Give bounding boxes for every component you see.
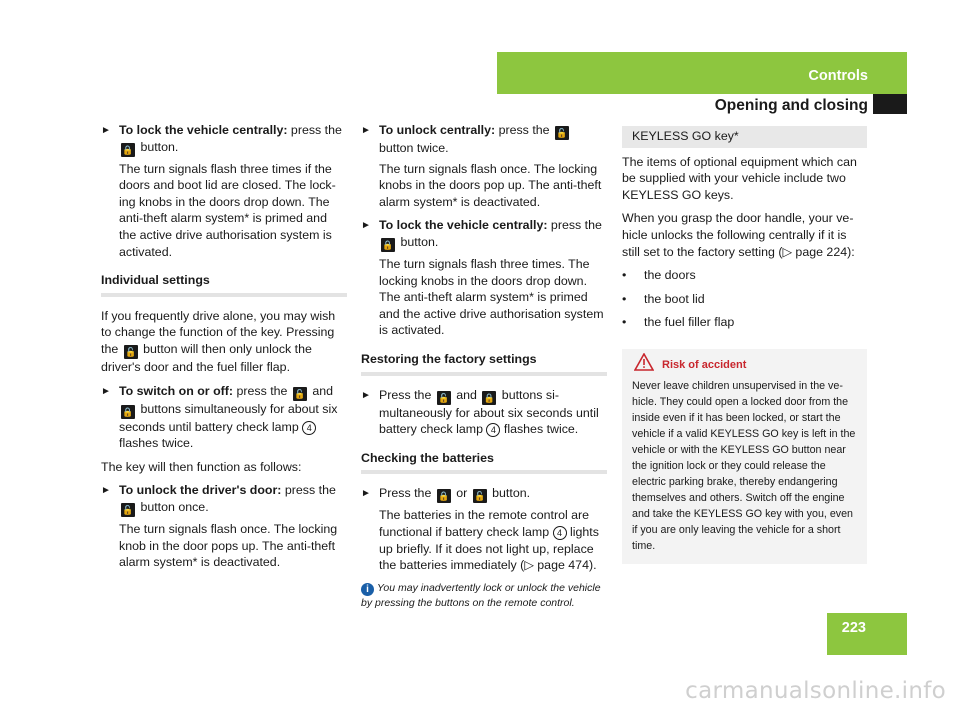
keyless-para-1: The items of optional equipment which can be supplied with your vehicle include two KEYLESS GO keys.: [622, 154, 857, 202]
step-text: [119, 122, 347, 157]
battery-lamp-number: 4: [553, 526, 567, 540]
step-text-part: flashes twice.: [119, 436, 194, 451]
para-text: If you frequently drive alone, you may wish to change the function of the key. Pressing the: [101, 308, 336, 356]
unlock-key-icon: 🔓: [125, 346, 137, 357]
step-unlock-drivers-door: [101, 482, 347, 570]
individual-para: [101, 308, 347, 376]
header-black-tab: [873, 94, 907, 114]
step-lead: To unlock the driver's door:: [119, 483, 282, 498]
arrow-icon: ►: [361, 220, 371, 232]
battery-lamp-number: 4: [302, 421, 316, 435]
watermark: carmanualsonline.info: [685, 678, 946, 704]
step-text: [379, 387, 607, 438]
step-text-part: button.: [397, 234, 439, 249]
step-lead: To lock the vehicle centrally:: [119, 123, 288, 137]
page-number-box: [827, 613, 907, 655]
step-lock-centrally-2: [361, 217, 607, 339]
lock-key-icon: 🔒: [483, 392, 495, 403]
heading-individual-settings: Individual settings: [101, 272, 347, 294]
lock-key-icon: 🔒: [382, 239, 394, 250]
arrow-icon: ►: [101, 485, 111, 497]
step-lead: To lock the vehicle centrally:: [379, 218, 548, 233]
step-detail: The turn signals flash once. The locking knob in the door pops up. The anti-theft alarm system* is deactivated.: [119, 521, 338, 570]
step-text: [379, 485, 607, 503]
info-icon: i: [361, 583, 374, 596]
info-note: [361, 581, 607, 610]
step-check-batteries: [361, 485, 607, 573]
column-right: [622, 126, 867, 564]
warning-title: Risk of accident: [662, 358, 747, 371]
unlock-key-icon: 🔓: [474, 491, 486, 502]
lock-key-icon: 🔒: [122, 144, 134, 155]
step-unlock-centrally: [361, 122, 607, 210]
column-middle: [361, 122, 607, 610]
lock-key-icon: 🔒: [122, 406, 134, 417]
step-text: [119, 383, 347, 452]
arrow-icon: ►: [101, 125, 111, 136]
step-switch-on-off: [101, 383, 347, 452]
unlock-key-icon: 🔓: [122, 504, 134, 515]
step-text-part: flashes twice.: [500, 422, 579, 437]
list-item: • the boot lid: [622, 291, 867, 308]
step-restore: [361, 387, 607, 438]
step-text-part: button twice.: [379, 141, 449, 155]
step-lead: To unlock centrally:: [379, 123, 496, 137]
step-text-part: and: [308, 383, 334, 398]
step-text: [119, 482, 347, 517]
unlock-items-list: [622, 267, 867, 331]
section-title: Controls: [808, 68, 868, 84]
step-text: [379, 217, 607, 252]
unlock-key-icon: 🔓: [556, 128, 568, 138]
step-detail: The turn signals flash three times if the doors and boot lid are closed. The locking knobs in the doors drop down. The anti-theft alarm system* is primed and the active drive authorisation system is activated.: [119, 161, 336, 259]
step-text-part: Press the: [379, 387, 435, 402]
step-lead: To switch on or off:: [119, 383, 234, 398]
step-text-part: press the: [233, 383, 291, 398]
warning-triangle-icon: [634, 353, 654, 371]
info-text: You may inadvertently lock or unlock the vehicle by pressing the buttons on the remote control.: [361, 581, 601, 609]
page-reference[interactable]: ▷ page 474).: [524, 558, 597, 573]
keyless-para-2: When you grasp the door handle, your vehicle unlocks the following centrally if it is still set to the factory setting (▷ page 224):: [622, 211, 855, 259]
step-text: [379, 122, 607, 157]
step-text-part: button.: [488, 486, 531, 501]
list-item: • the doors: [622, 267, 867, 284]
lock-key-icon: 🔒: [438, 491, 450, 502]
step-text-part: Press the: [379, 486, 435, 501]
step-text-part: buttons simultaneously for about six seconds until battery check lamp: [119, 401, 338, 434]
step-detail: The turn signals flash three times. The locking knobs in the doors drop down. The anti-theft alarm system* is primed and the active drive authorisation system is activated.: [379, 256, 604, 338]
keyless-go-heading: KEYLESS GO key*: [622, 126, 867, 148]
step-detail: [379, 507, 607, 573]
battery-lamp-number: 4: [486, 423, 500, 437]
step-lock-centrally: [101, 122, 347, 260]
step-detail: The turn signals flash once. The locking knobs in the doors pop up. The anti-theft alarm system* is deactivated.: [379, 161, 602, 209]
warning-heading: [662, 357, 859, 373]
function-para: The key will then function as follows:: [101, 459, 302, 474]
step-text-part: The batteries in the remote control are functional if battery check lamp: [379, 508, 590, 539]
step-text-part: press the: [281, 483, 336, 498]
step-text-part: and: [452, 387, 481, 402]
column-left: [101, 122, 347, 578]
unlock-key-icon: 🔓: [294, 388, 306, 399]
step-text-part: press the: [495, 123, 553, 137]
warning-text: Never leave children unsupervised in the vehicle. They could open a locked door from the inside even if it has been locked, or start the vehicle if a valid KEYLESS GO key is left in the vehicle or with the KEYLESS GO button near the ignition lock or they could release the electric parking brake, thereby endangering themselves and others. Switch off the engine and take the KEYLESS GO key with you, even if you are only leaving the vehicle for a short time.: [632, 379, 856, 552]
step-text-part: button once.: [137, 499, 209, 514]
arrow-icon: ►: [361, 125, 371, 136]
unlock-key-icon: 🔓: [438, 392, 450, 403]
warning-box: [622, 349, 867, 564]
heading-restoring-factory-settings: Restoring the factory settings: [361, 351, 607, 373]
para-text: button will then only unlock the driver's door and the fuel filler flap.: [101, 341, 312, 374]
step-text-part: lights up briefly. If it does not light up, replace the batteries immediately (: [379, 524, 599, 573]
step-text-part: or: [452, 486, 471, 501]
step-text-part: button.: [137, 139, 179, 154]
arrow-icon: ►: [361, 488, 371, 500]
page-number: 223: [841, 620, 866, 636]
step-text-part: buttons simultaneously for about six seconds until battery check lamp: [379, 387, 599, 437]
heading-checking-batteries: Checking the batteries: [361, 450, 607, 472]
arrow-icon: ►: [101, 385, 111, 397]
page-title: Opening and closing: [714, 97, 868, 114]
arrow-icon: ►: [361, 389, 371, 401]
step-text-part: press the: [287, 123, 342, 137]
step-text-part: press the: [547, 218, 602, 233]
list-item: • the fuel filler flap: [622, 314, 867, 331]
